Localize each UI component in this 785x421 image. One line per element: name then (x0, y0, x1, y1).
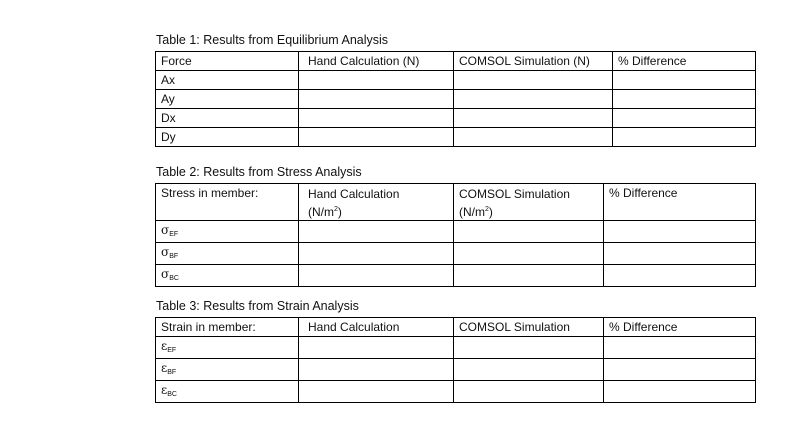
cell-comsol (454, 337, 604, 359)
header-comsol-simulation: COMSOL Simulation $(N/m^2)$ (454, 184, 604, 221)
header-percent-difference: % Difference (604, 318, 756, 337)
cell-comsol (454, 128, 613, 147)
cell-diff (604, 381, 756, 403)
table-row (156, 109, 756, 128)
row-label-epsilon-ef: $\varepsilon_{EF}$ (156, 337, 299, 359)
table-row (156, 221, 756, 243)
table-row (156, 337, 756, 359)
table1-caption: Table 1: Results from Equilibrium Analysis (156, 33, 389, 47)
cell-comsol (454, 109, 613, 128)
cell-hand-calc (299, 90, 454, 109)
row-label-ax: Ax (156, 71, 299, 90)
equilibrium-table (155, 51, 756, 147)
row-label-epsilon-bf: $\varepsilon_{BF}$ (156, 359, 299, 381)
cell-comsol (454, 71, 613, 90)
cell-diff (604, 359, 756, 381)
header-hand-calculation: Hand Calculation $(N/m^2)$ (299, 184, 454, 221)
row-label-dx: Dx (156, 109, 299, 128)
table-row (156, 71, 756, 90)
row-label-sigma-ef: $\sigma_{EF}$ (156, 221, 299, 243)
cell-comsol (454, 221, 604, 243)
cell-diff (604, 337, 756, 359)
cell-diff (604, 243, 756, 265)
header-percent-difference: % Difference (604, 184, 756, 221)
header-percent-difference: % Difference (613, 52, 756, 71)
header-force: Force (156, 52, 299, 71)
table-header-row (156, 184, 756, 221)
cell-hand-calc (299, 243, 454, 265)
cell-diff (604, 265, 756, 287)
header-comsol-simulation: COMSOL Simulation (N) (454, 52, 613, 71)
cell-diff (613, 90, 756, 109)
header-hand-calculation: Hand Calculation (N) (299, 52, 454, 71)
header-hand-calculation: Hand Calculation (299, 318, 454, 337)
stress-table (155, 183, 756, 287)
header-comsol-simulation: COMSOL Simulation (454, 318, 604, 337)
table-row (156, 243, 756, 265)
table-header-row (156, 318, 756, 337)
row-label-sigma-bc: $\sigma_{BC}$ (156, 265, 299, 287)
row-label-ay: Ay (156, 90, 299, 109)
table-row (156, 90, 756, 109)
row-label-epsilon-bc: $\varepsilon_{BC}$ (156, 381, 299, 403)
row-label-dy: Dy (156, 128, 299, 147)
table3-caption: Table 3: Results from Strain Analysis (156, 299, 359, 313)
strain-table (155, 317, 756, 403)
cell-hand-calc (299, 265, 454, 287)
header-stress-member: Stress in member: (156, 184, 299, 221)
cell-hand-calc (299, 128, 454, 147)
cell-hand-calc (299, 359, 454, 381)
cell-diff (613, 109, 756, 128)
table-row (156, 265, 756, 287)
header-strain-member: Strain in member: (156, 318, 299, 337)
cell-hand-calc (299, 71, 454, 90)
cell-diff (613, 128, 756, 147)
table-header-row (156, 52, 756, 71)
table-row (156, 359, 756, 381)
cell-diff (613, 71, 756, 90)
cell-comsol (454, 381, 604, 403)
cell-hand-calc (299, 109, 454, 128)
cell-comsol (454, 265, 604, 287)
cell-comsol (454, 243, 604, 265)
cell-hand-calc (299, 221, 454, 243)
table-row (156, 381, 756, 403)
row-label-sigma-bf: $\sigma_{BF}$ (156, 243, 299, 265)
table-row (156, 128, 756, 147)
cell-comsol (454, 359, 604, 381)
cell-hand-calc (299, 381, 454, 403)
cell-comsol (454, 90, 613, 109)
table2-caption: Table 2: Results from Stress Analysis (156, 165, 362, 179)
cell-diff (604, 221, 756, 243)
cell-hand-calc (299, 337, 454, 359)
